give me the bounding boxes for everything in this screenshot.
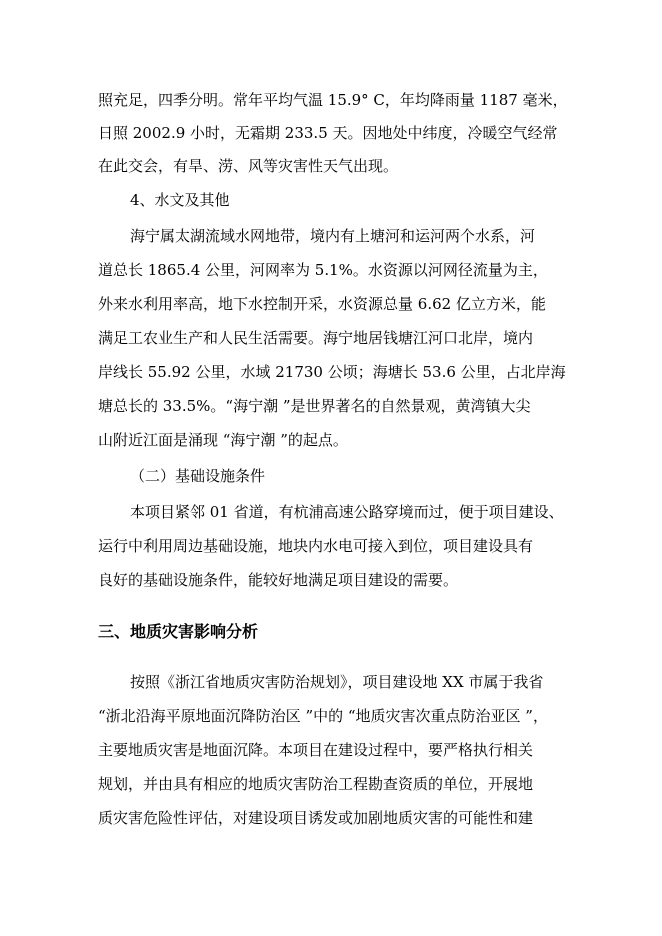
text-line: 满足工农业生产和人民生活需要。海宁地居钱塘江河口北岸，境内 [98,329,534,347]
text-line: 主要地质灾害是地面沉降。本项目在建设过程中，要严格执行相关 [98,741,534,759]
section-heading: 三、地质灾害影响分析 [98,622,259,641]
subsection-heading: 4、水文及其他 [130,191,230,209]
text-line: 外来水利用率高，地下水控制开采，水资源总量 6.62 亿立方米，能 [98,295,546,313]
paragraph-start: 海宁属太湖流域水网地带，境内有上塘河和运河两个水系，河 [130,227,536,245]
text-line: 在此交会，有旱、涝、风等灾害性天气出现。 [98,157,399,175]
text-line: “浙北沿海平原地面沉降防治区 ”中的 “地质灾害次重点防治亚区 ”， [98,707,548,725]
text-line: 质灾害危险性评估，对建设项目诱发或加剧地质灾害的可能性和建 [98,809,534,827]
text-line: 良好的基础设施条件，能较好地满足项目建设的需要。 [98,571,459,589]
paragraph-start: 本项目紧邻 01 省道，有杭浦高速公路穿境而过，便于项目建设、 [130,503,564,521]
text-line: 塘总长的 33.5%。“海宁潮 ”是世界著名的自然景观，黄湾镇大尖 [98,397,531,415]
paragraph-start: 按照《浙江省地质灾害防治规划》，项目建设地 XX 市属于我省 [130,673,544,691]
subsection-heading: （二）基础设施条件 [130,467,266,485]
text-line: 规划，并由具有相应的地质灾害防治工程勘查资质的单位，开展地 [98,775,534,793]
text-line: 道总长 1865.4 公里，河网率为 5.1%。水资源以河网径流量为主， [98,261,548,279]
text-line: 岸线长 55.92 公里，水域 21730 公顷；海塘长 53.6 公里，占北岸海 [98,363,566,381]
text-line: 运行中利用周边基础设施，地块内水电可接入到位，项目建设具有 [98,537,534,555]
text-line: 日照 2002.9 小时，无霜期 233.5 天。因地处中纬度，冷暖空气经常 [98,124,558,142]
text-line: 照充足，四季分明。常年平均气温 15.9° C，年均降雨量 1187 毫米， [98,91,568,109]
text-line: 山附近江面是涌现 “海宁潮 ”的起点。 [98,431,348,449]
